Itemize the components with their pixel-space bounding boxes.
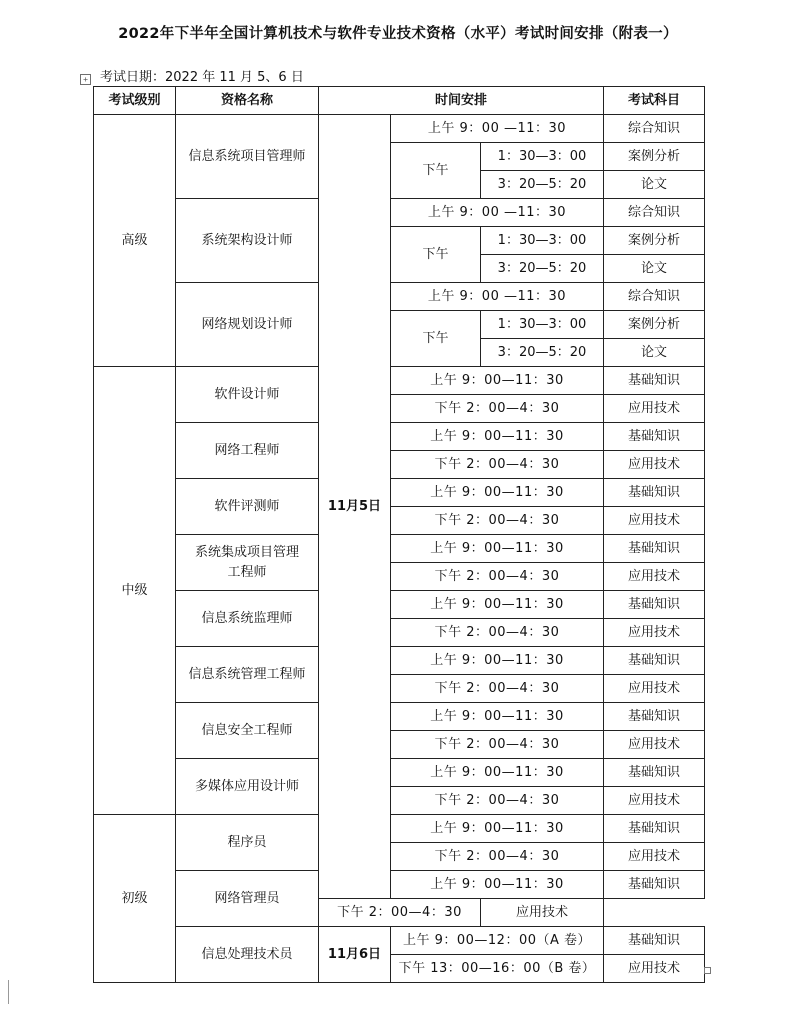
pm-time: 下午 13：00—16：00（B 卷） xyxy=(391,955,604,983)
qualification-name: 网络管理员 xyxy=(176,871,319,927)
am-time: 上午 9：00—12：00（A 卷） xyxy=(391,927,604,955)
subject: 基础知识 xyxy=(604,871,705,899)
pm-time: 下午 2：00—4：30 xyxy=(391,787,604,815)
subject: 基础知识 xyxy=(604,927,705,955)
am-time: 上午 9：00 —11：30 xyxy=(391,283,604,311)
pm-time: 下午 2：00—4：30 xyxy=(391,619,604,647)
subject: 应用技术 xyxy=(604,731,705,759)
table-row xyxy=(94,479,705,507)
qualification-name: 程序员 xyxy=(176,815,319,871)
pm-time: 3：20—5：20 xyxy=(481,339,604,367)
table-row xyxy=(94,367,705,395)
am-time: 上午 9：00—11：30 xyxy=(391,423,604,451)
subject: 应用技术 xyxy=(604,395,705,423)
subject: 论文 xyxy=(604,339,705,367)
pm-time: 下午 2：00—4：30 xyxy=(391,731,604,759)
page-title: 2022年下半年全国计算机技术与软件专业技术资格（水平）考试时间安排（附表一） xyxy=(118,26,678,42)
subject: 综合知识 xyxy=(604,283,705,311)
subject: 基础知识 xyxy=(604,367,705,395)
subject: 论文 xyxy=(604,255,705,283)
am-time: 上午 9：00—11：30 xyxy=(391,647,604,675)
header-row xyxy=(94,87,705,115)
subject: 应用技术 xyxy=(604,787,705,815)
subject: 基础知识 xyxy=(604,647,705,675)
header-schedule: 时间安排 xyxy=(319,87,604,115)
subject: 基础知识 xyxy=(604,591,705,619)
pm-label: 下午 xyxy=(391,311,481,367)
subject: 基础知识 xyxy=(604,815,705,843)
subject: 综合知识 xyxy=(604,199,705,227)
am-time: 上午 9：00—11：30 xyxy=(391,479,604,507)
table-row xyxy=(94,871,705,899)
am-time: 上午 9：00—11：30 xyxy=(391,591,604,619)
subject: 综合知识 xyxy=(604,115,705,143)
table-row xyxy=(94,423,705,451)
qualification-name: 系统集成项目管理工程师 xyxy=(176,535,319,591)
header-subject: 考试科目 xyxy=(604,87,705,115)
subject: 应用技术 xyxy=(604,955,705,983)
exam-schedule-table xyxy=(93,86,705,983)
pm-time: 3：20—5：20 xyxy=(481,255,604,283)
subject: 基础知识 xyxy=(604,759,705,787)
qualification-name: 信息系统管理工程师 xyxy=(176,647,319,703)
qualification-name: 信息系统监理师 xyxy=(176,591,319,647)
qualification-name: 信息系统项目管理师 xyxy=(176,115,319,199)
level-senior: 高级 xyxy=(94,115,176,367)
pm-time: 1：30—3：00 xyxy=(481,311,604,339)
subject: 案例分析 xyxy=(604,311,705,339)
qualification-name: 软件设计师 xyxy=(176,367,319,423)
am-time: 上午 9：00—11：30 xyxy=(391,535,604,563)
pm-time: 1：30—3：00 xyxy=(481,143,604,171)
table-resize-handle[interactable] xyxy=(704,967,711,974)
am-time: 上午 9：00—11：30 xyxy=(391,703,604,731)
date-nov-6: 11月6日 xyxy=(319,927,391,983)
table-row xyxy=(94,283,705,311)
subject: 基础知识 xyxy=(604,703,705,731)
table-row xyxy=(94,591,705,619)
pm-time: 下午 2：00—4：30 xyxy=(391,675,604,703)
subject: 应用技术 xyxy=(604,619,705,647)
table-row xyxy=(94,703,705,731)
date-nov-5: 11月5日 xyxy=(319,115,391,899)
subject: 基础知识 xyxy=(604,535,705,563)
pm-time: 1：30—3：00 xyxy=(481,227,604,255)
table-move-handle-icon[interactable]: + xyxy=(80,74,91,85)
pm-time: 下午 2：00—4：30 xyxy=(391,507,604,535)
subject: 案例分析 xyxy=(604,227,705,255)
subject: 基础知识 xyxy=(604,479,705,507)
pm-time: 下午 2：00—4：30 xyxy=(391,563,604,591)
qualification-name: 软件评测师 xyxy=(176,479,319,535)
table-row xyxy=(94,759,705,787)
subject: 案例分析 xyxy=(604,143,705,171)
pm-time: 3：20—5：20 xyxy=(481,171,604,199)
am-time: 上午 9：00 —11：30 xyxy=(391,199,604,227)
subject: 应用技术 xyxy=(604,675,705,703)
pm-time: 下午 2：00—4：30 xyxy=(391,451,604,479)
header-qualification: 资格名称 xyxy=(176,87,319,115)
subject: 应用技术 xyxy=(604,843,705,871)
table-row xyxy=(94,927,705,955)
subject: 论文 xyxy=(604,171,705,199)
am-time: 上午 9：00—11：30 xyxy=(391,815,604,843)
level-junior: 初级 xyxy=(94,815,176,983)
exam-date-line: 考试日期：2022 年 11 月 5、6 日 xyxy=(100,70,304,85)
level-middle: 中级 xyxy=(94,367,176,815)
subject: 应用技术 xyxy=(604,507,705,535)
am-time: 上午 9：00—11：30 xyxy=(391,871,604,899)
header-level: 考试级别 xyxy=(94,87,176,115)
pm-time: 下午 2：00—4：30 xyxy=(391,395,604,423)
qualification-name: 多媒体应用设计师 xyxy=(176,759,319,815)
pm-time: 下午 2：00—4：30 xyxy=(391,843,604,871)
pm-time: 下午 2：00—4：30 xyxy=(319,899,481,927)
subject: 应用技术 xyxy=(604,563,705,591)
subject: 应用技术 xyxy=(604,451,705,479)
subject: 应用技术 xyxy=(481,899,604,927)
qualification-name: 信息处理技术员 xyxy=(176,927,319,983)
qualification-name: 系统架构设计师 xyxy=(176,199,319,283)
table-row xyxy=(94,815,705,843)
pm-label: 下午 xyxy=(391,227,481,283)
pm-label: 下午 xyxy=(391,143,481,199)
table-row xyxy=(94,199,705,227)
table-row xyxy=(94,647,705,675)
subject: 基础知识 xyxy=(604,423,705,451)
qualification-name: 网络工程师 xyxy=(176,423,319,479)
am-time: 上午 9：00—11：30 xyxy=(391,367,604,395)
qualification-name: 信息安全工程师 xyxy=(176,703,319,759)
qualification-name: 网络规划设计师 xyxy=(176,283,319,367)
table-row xyxy=(94,535,705,563)
text-cursor xyxy=(8,980,9,1004)
am-time: 上午 9：00—11：30 xyxy=(391,759,604,787)
table-row xyxy=(94,115,705,143)
am-time: 上午 9：00 —11：30 xyxy=(391,115,604,143)
